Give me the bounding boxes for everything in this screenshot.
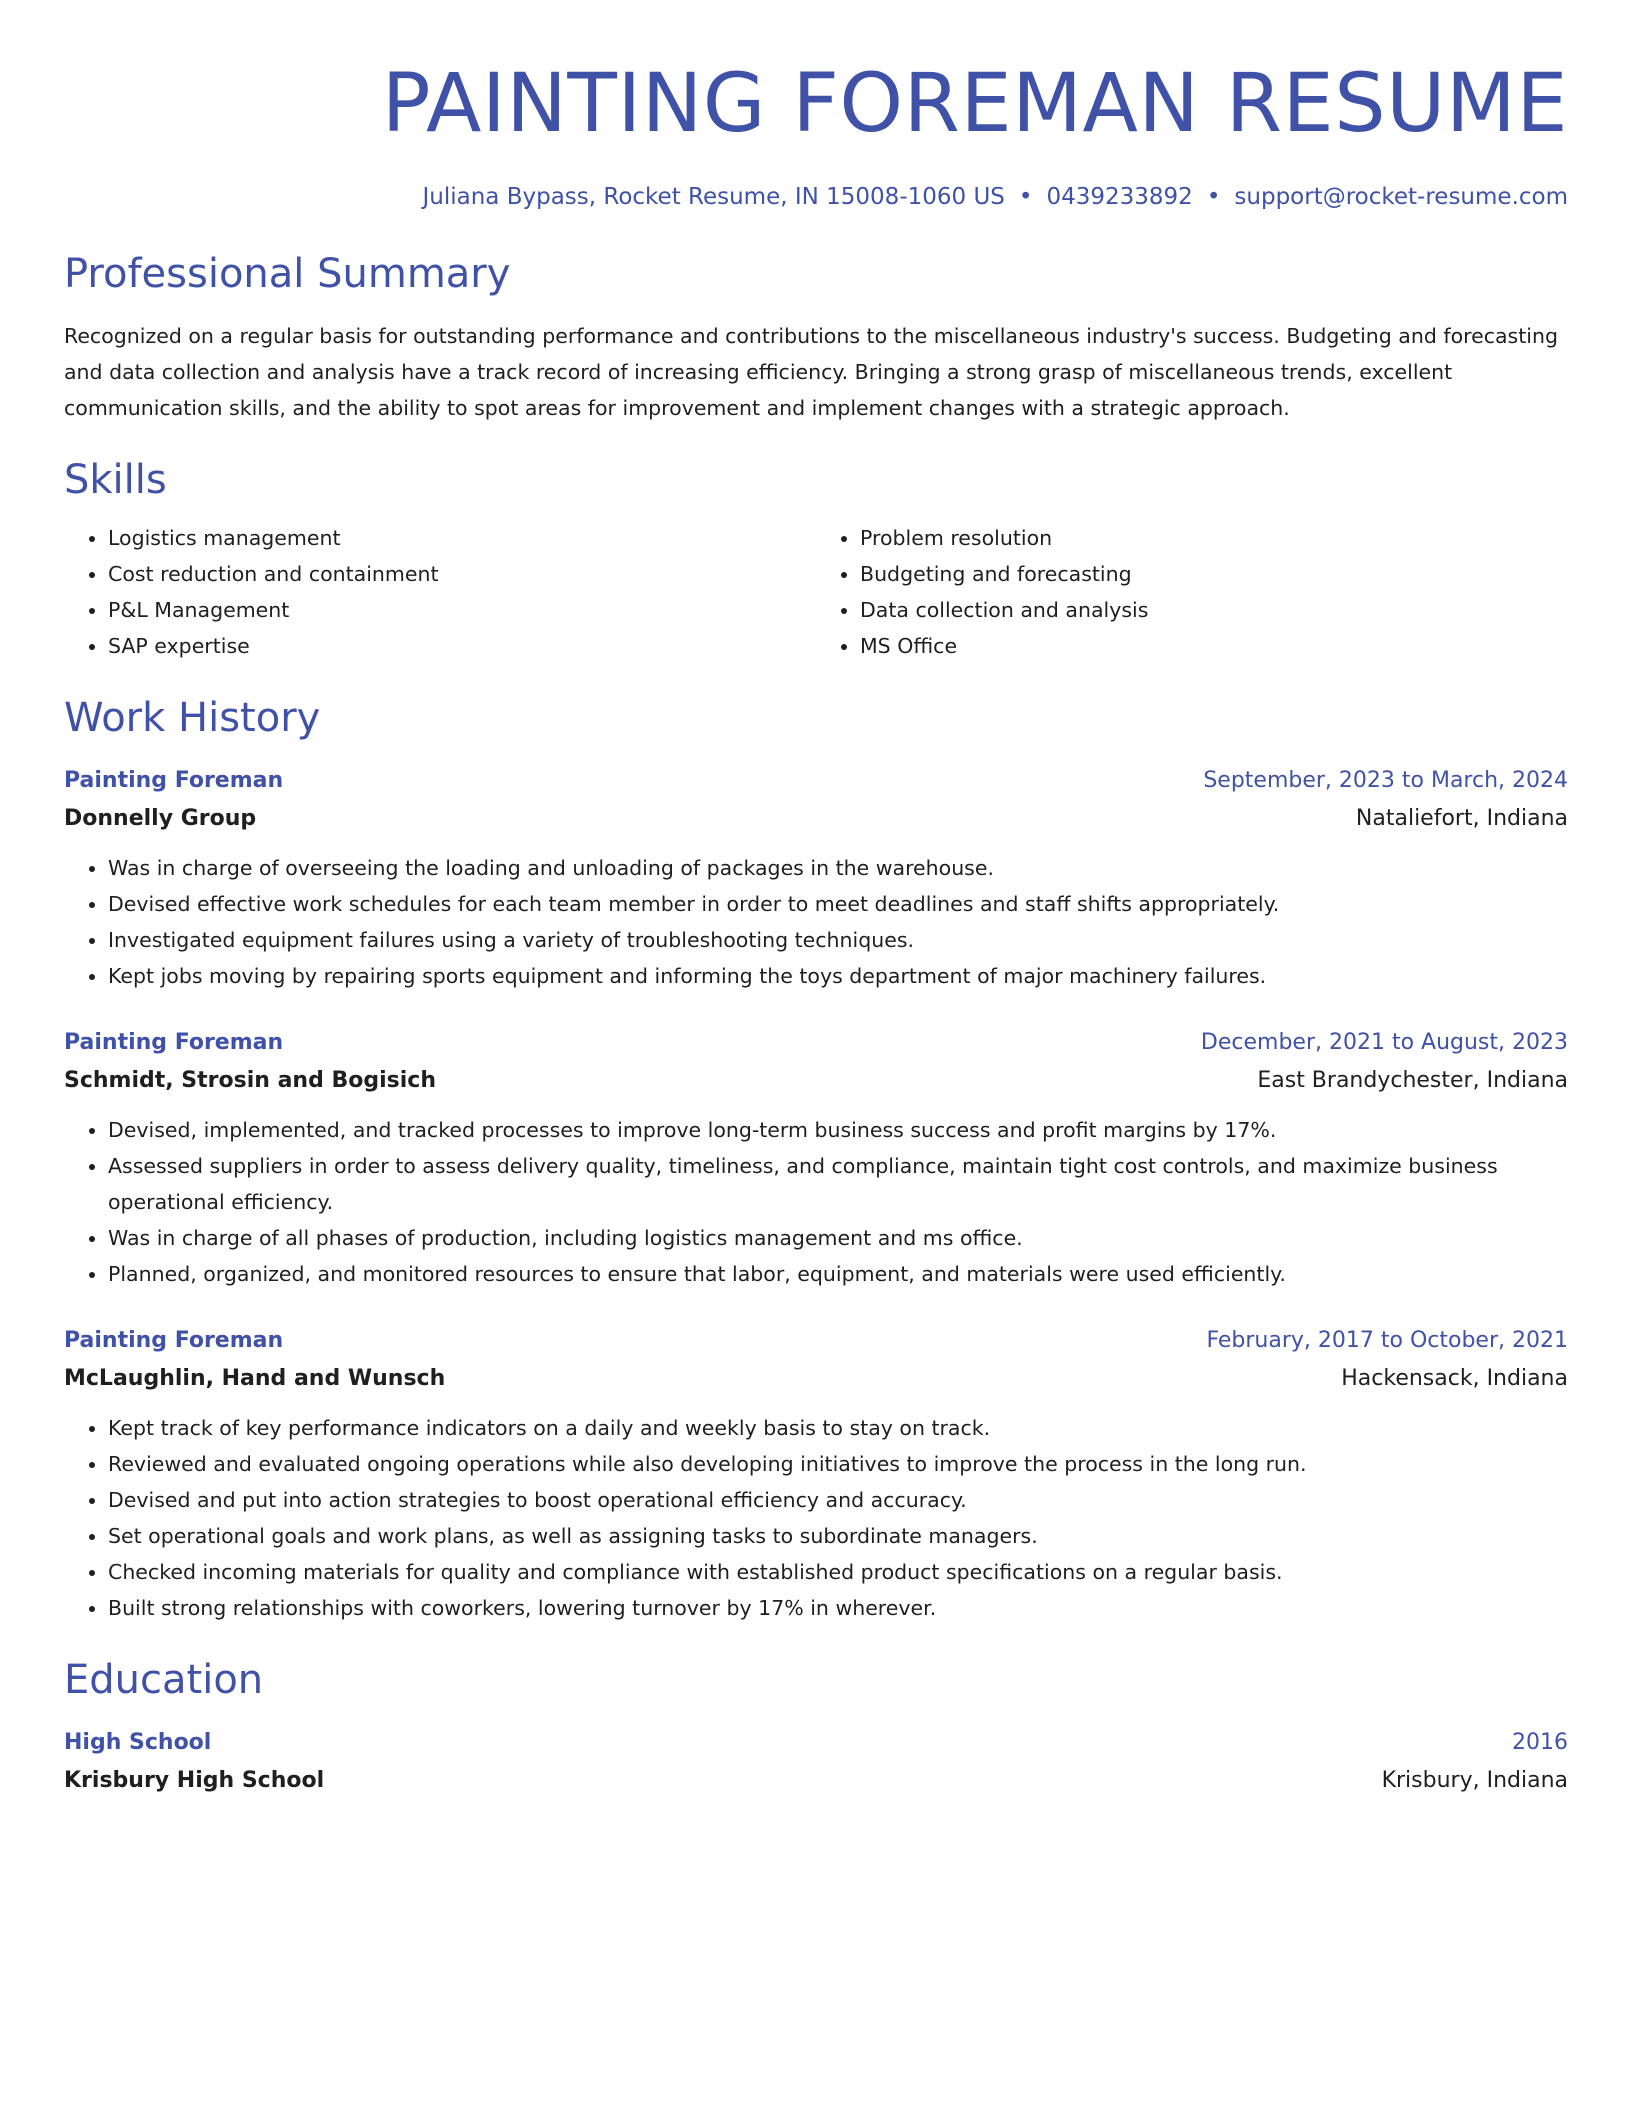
job-bullet: • Was in charge of all phases of production, including logistics management and ms office. (108, 1220, 1568, 1256)
job-location: Hackensack, Indiana (1341, 1366, 1568, 1391)
job-company: Donnelly Group (64, 806, 257, 831)
job-location: East Brandychester, Indiana (1257, 1068, 1568, 1093)
skills-list-left (64, 520, 816, 664)
education-degree: High School (64, 1730, 212, 1755)
job-bullet: • Checked incoming materials for quality and compliance with established product specifications on a regular basis. (108, 1554, 1568, 1590)
contact-separator: • (1206, 184, 1221, 210)
resume-title: PAINTING FOREMAN RESUME (381, 57, 1568, 151)
skill-item: • SAP expertise (108, 628, 816, 664)
job-dates: February, 2017 to October, 2021 (1206, 1328, 1568, 1353)
job-bullet: • Devised effective work schedules for each team member in order to meet deadlines and staff shifts appropriately. (108, 886, 1568, 922)
contact-phone: 0439233892 (1046, 184, 1193, 210)
skill-item: • Data collection and analysis (860, 592, 1568, 628)
skill-item: • Budgeting and forecasting (860, 556, 1568, 592)
job-bullet: • Kept track of key performance indicators on a daily and weekly basis to stay on track. (108, 1410, 1568, 1446)
job-title: Painting Foreman (64, 1030, 284, 1055)
job-bullets (64, 1410, 1568, 1626)
summary-heading: Professional Summary (64, 251, 511, 297)
skill-item: • MS Office (860, 628, 1568, 664)
skill-item: • Problem resolution (860, 520, 1568, 556)
education-school-row (64, 1762, 1568, 1800)
skill-item: • P&L Management (108, 592, 816, 628)
job-location: Nataliefort, Indiana (1355, 806, 1568, 831)
job-bullet: • Was in charge of overseeing the loading and unloading of packages in the warehouse. (108, 850, 1568, 886)
education-header-row (64, 1724, 1568, 1762)
job-bullets (64, 1112, 1568, 1292)
job-header-row (64, 1322, 1568, 1360)
education-heading: Education (64, 1657, 264, 1703)
job-bullet: • Investigated equipment failures using a variety of troubleshooting techniques. (108, 922, 1568, 958)
job-company: Schmidt, Strosin and Bogisich (64, 1068, 437, 1093)
job-company: McLaughlin, Hand and Wunsch (64, 1366, 446, 1391)
job-entry (64, 1322, 1568, 1626)
job-bullet: • Planned, organized, and monitored resources to ensure that labor, equipment, and materials were used efficiently. (108, 1256, 1568, 1292)
job-dates: September, 2023 to March, 2024 (1203, 768, 1568, 793)
education-location: Krisbury, Indiana (1381, 1768, 1568, 1793)
summary-text: Recognized on a regular basis for outstanding performance and contributions to the miscellaneous industry's success. Budgeting and forecasting and data collection and analysis have a track record of increasing efficiency. Bringing a strong grasp of miscellaneous trends, excellent communication skills, and the ability to spot areas for improvement and implement changes with a strategic approach. (64, 324, 1558, 420)
skills-grid (64, 520, 1568, 664)
job-bullet: • Devised and put into action strategies to boost operational efficiency and accuracy. (108, 1482, 1568, 1518)
job-dates: December, 2021 to August, 2023 (1200, 1030, 1568, 1055)
job-title: Painting Foreman (64, 768, 284, 793)
work-history-heading: Work History (64, 695, 321, 741)
job-bullet: • Devised, implemented, and tracked processes to improve long-term business success and profit margins by 17%. (108, 1112, 1568, 1148)
job-bullets (64, 850, 1568, 994)
skills-heading: Skills (64, 457, 167, 503)
job-company-row (64, 1360, 1568, 1398)
education-entry (64, 1724, 1568, 1800)
resume-page (64, 0, 1568, 1800)
job-company-row (64, 1062, 1568, 1100)
education-year: 2016 (1512, 1730, 1568, 1755)
job-entry (64, 1024, 1568, 1292)
job-bullet: • Built strong relationships with coworkers, lowering turnover by 17% in wherever. (108, 1590, 1568, 1626)
contact-line (64, 184, 1568, 210)
job-bullet: • Kept jobs moving by repairing sports equipment and informing the toys department of major machinery failures. (108, 958, 1568, 994)
skills-list-right (816, 520, 1568, 664)
job-company-row (64, 800, 1568, 838)
skill-item: • Cost reduction and containment (108, 556, 816, 592)
contact-separator: • (1018, 184, 1033, 210)
contact-address: Juliana Bypass, Rocket Resume, IN 15008-1060 US (422, 184, 1005, 210)
job-bullet: • Reviewed and evaluated ongoing operations while also developing initiatives to improve the process in the long run. (108, 1446, 1568, 1482)
job-header-row (64, 762, 1568, 800)
job-bullet: • Assessed suppliers in order to assess delivery quality, timeliness, and compliance, maintain tight cost controls, and maximize business operational efficiency. (108, 1148, 1568, 1220)
job-title: Painting Foreman (64, 1328, 284, 1353)
job-entry (64, 762, 1568, 994)
contact-email: support@rocket-resume.com (1234, 184, 1568, 210)
job-bullet: • Set operational goals and work plans, as well as assigning tasks to subordinate managers. (108, 1518, 1568, 1554)
education-school: Krisbury High School (64, 1768, 325, 1793)
skill-item: • Logistics management (108, 520, 816, 556)
job-header-row (64, 1024, 1568, 1062)
